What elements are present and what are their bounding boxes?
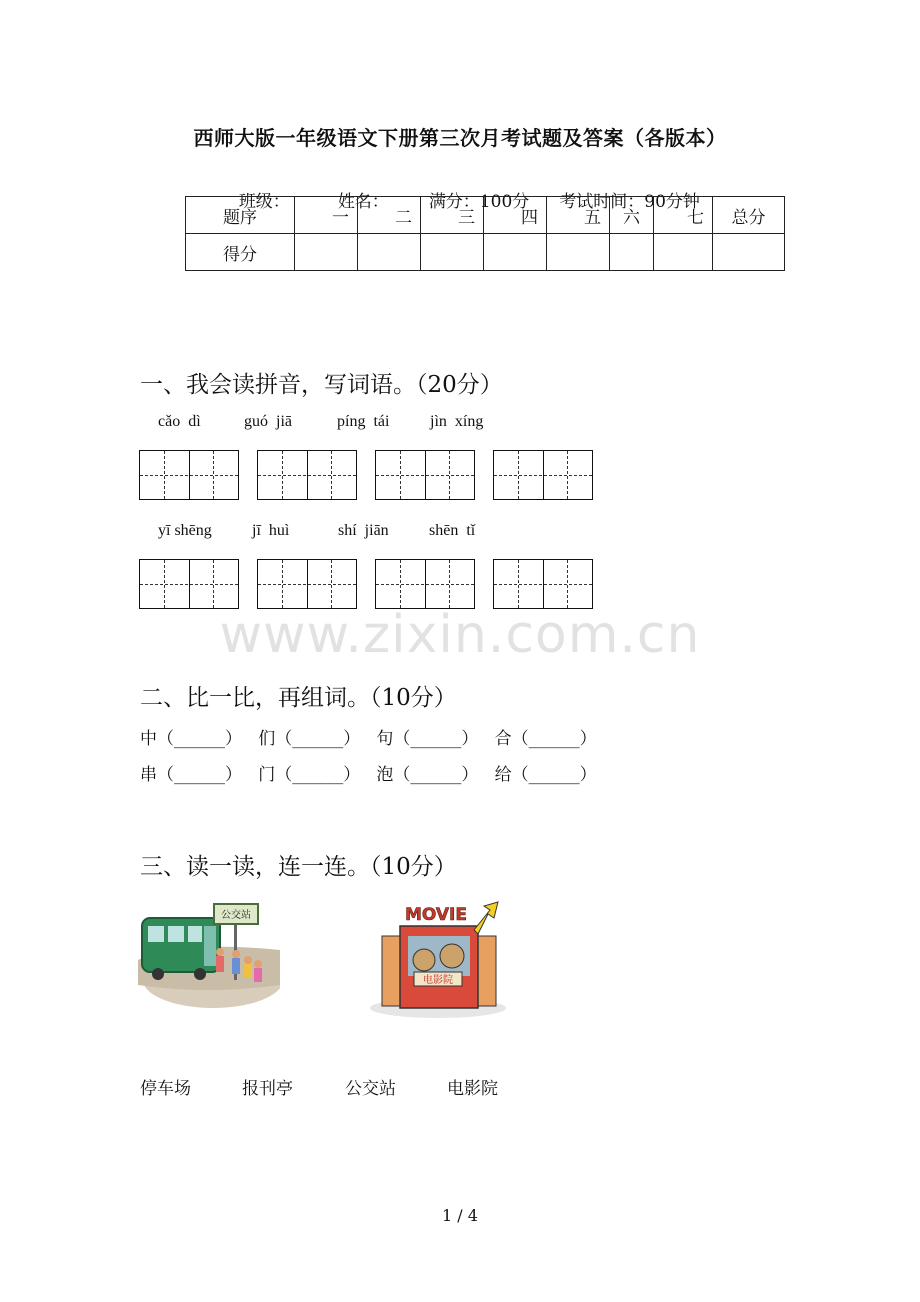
page-number: 1 / 4 xyxy=(442,1206,478,1225)
name-label: 姓名： xyxy=(337,192,389,212)
pinyin-label: guó jiā xyxy=(244,413,292,430)
score-cell[interactable] xyxy=(654,234,713,271)
table-header-cell: 七 xyxy=(654,197,713,234)
table-header-cell: 总分 xyxy=(713,197,785,234)
table-header-cell: 一 xyxy=(295,197,358,234)
pinyin-label: shí jiān xyxy=(338,522,389,539)
class-label: 班级： xyxy=(238,192,290,212)
page-title: 西师大版一年级语文下册第三次月考试题及答案（各版本） xyxy=(193,126,727,150)
watermark: www.zixin.com.cn xyxy=(219,605,701,665)
cinema-sign-text: 电影院 xyxy=(423,975,453,986)
word-group-line: 串（______） 门（______） 泡（______） 给（______） xyxy=(140,765,597,785)
writing-box[interactable] xyxy=(493,559,593,609)
score-row-label: 得分 xyxy=(186,234,295,271)
table-header-cell: 题序 xyxy=(186,197,295,234)
full-score: 满分：100分 xyxy=(428,192,530,212)
section3-heading: 三、读一读，连一连。（10分） xyxy=(140,854,457,880)
table-header-cell: 三 xyxy=(421,197,484,234)
score-table-score-row xyxy=(186,234,785,271)
score-cell[interactable] xyxy=(358,234,421,271)
score-cell[interactable] xyxy=(484,234,547,271)
pinyin-label: yī shēng xyxy=(158,522,212,539)
movie-sign-text: MOVIE xyxy=(404,905,468,925)
score-cell[interactable] xyxy=(421,234,484,271)
bus-stop-illustration xyxy=(138,900,280,1012)
table-header-cell: 二 xyxy=(358,197,421,234)
writing-box[interactable] xyxy=(375,450,475,500)
choice-word[interactable]: 报刊亭 xyxy=(242,1079,293,1099)
cinema-illustration xyxy=(366,900,510,1020)
writing-box[interactable] xyxy=(257,559,357,609)
writing-box[interactable] xyxy=(139,450,239,500)
writing-box[interactable] xyxy=(375,559,475,609)
word-group-line: 中（______） 们（______） 句（______） 合（______） xyxy=(140,729,597,749)
pinyin-label: jī huì xyxy=(252,522,290,539)
pinyin-label: cǎo dì xyxy=(158,413,201,430)
table-header-cell: 四 xyxy=(484,197,547,234)
writing-box[interactable] xyxy=(493,450,593,500)
score-table xyxy=(185,196,785,271)
table-header-cell: 五 xyxy=(547,197,610,234)
section1-heading: 一、我会读拼音，写词语。（20分） xyxy=(140,372,503,398)
pinyin-label: jìn xíng xyxy=(430,413,484,430)
score-cell[interactable] xyxy=(295,234,358,271)
writing-box[interactable] xyxy=(257,450,357,500)
choice-word[interactable]: 电影院 xyxy=(447,1079,498,1099)
choice-word[interactable]: 公交站 xyxy=(345,1079,396,1099)
exam-time: 考试时间：90分钟 xyxy=(559,192,700,212)
score-cell[interactable] xyxy=(547,234,610,271)
score-cell[interactable] xyxy=(713,234,785,271)
bus-stop-sign-text: 公交站 xyxy=(221,910,251,921)
pinyin-label: píng tái xyxy=(337,413,390,430)
pinyin-label: shēn tǐ xyxy=(429,522,476,539)
score-table-header-row xyxy=(186,197,785,234)
score-cell[interactable] xyxy=(610,234,654,271)
table-header-cell: 六 xyxy=(610,197,654,234)
section2-heading: 二、比一比，再组词。（10分） xyxy=(140,685,457,711)
choice-word[interactable]: 停车场 xyxy=(140,1079,191,1099)
writing-box[interactable] xyxy=(139,559,239,609)
